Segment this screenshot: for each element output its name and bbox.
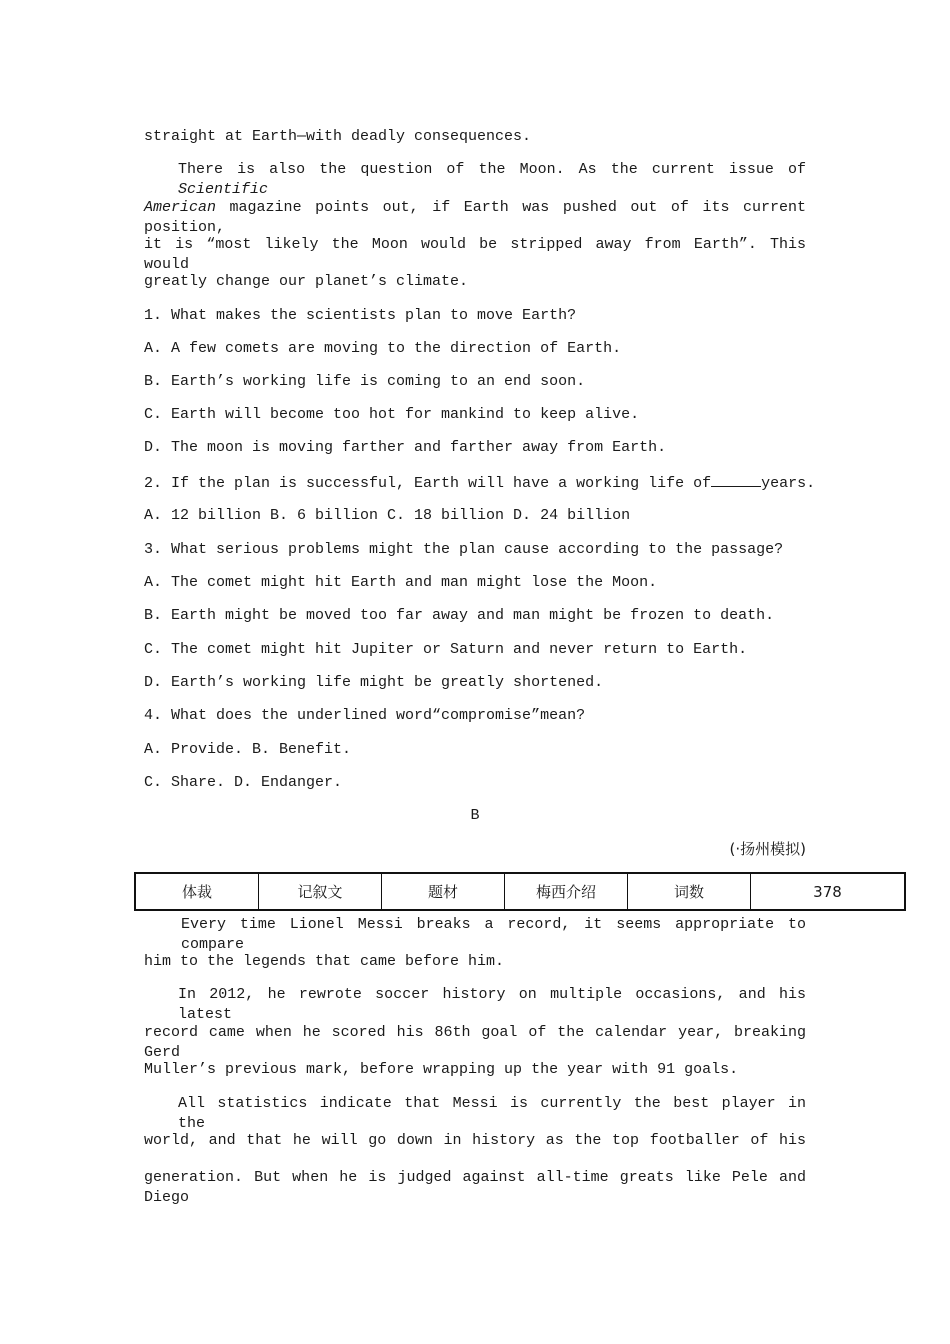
table-cell: 体裁 (135, 873, 259, 910)
passage-line: it is “most likely the Moon would be stripped away from Earth”. This would (144, 236, 806, 273)
question-3: 3. What serious problems might the plan cause according to the passage? (144, 541, 784, 558)
section-label: B (470, 807, 480, 824)
options-4cd: C. Share. D. Endanger. (144, 774, 343, 791)
question-2: 2. If the plan is successful, Earth will have a working life of years. (144, 472, 806, 494)
table-cell: 记叙文 (259, 873, 382, 910)
option-3b: B. Earth might be moved too far away and man might be frozen to death. (144, 607, 775, 624)
option-1c: C. Earth will become too hot for mankind to keep alive. (144, 406, 640, 423)
table-cell: 378 (751, 873, 906, 910)
passage-line: Every time Lionel Messi breaks a record, it seems appropriate to compare (181, 916, 806, 953)
passage-line: generation. But when he is judged against all-time greats like Pele and Diego (144, 1169, 806, 1206)
table-cell: 词数 (628, 873, 751, 910)
magazine-title: American (144, 199, 217, 216)
option-3a: A. The comet might hit Earth and man might lose the Moon. (144, 574, 658, 591)
option-1b: B. Earth’s working life is coming to an end soon. (144, 373, 586, 390)
passage-line: All statistics indicate that Messi is currently the best player in the (178, 1095, 806, 1132)
options-4ab: A. Provide. B. Benefit. (144, 741, 352, 758)
passage-line: There is also the question of the Moon. As the current issue of Scientific (178, 161, 806, 198)
passage-line: world, and that he will go down in history as the top footballer of his (144, 1132, 806, 1149)
magazine-title: Scientific (178, 181, 269, 198)
question-1: 1. What makes the scientists plan to move Earth? (144, 307, 577, 324)
option-3d: D. Earth’s working life might be greatly shortened. (144, 674, 604, 691)
passage-line: In 2012, he rewrote soccer history on multiple occasions, and his latest (178, 986, 806, 1023)
source-note: (·扬州模拟) (729, 840, 806, 858)
option-3c: C. The comet might hit Jupiter or Saturn and never return to Earth. (144, 641, 748, 658)
table-cell: 梅西介绍 (505, 873, 628, 910)
table-cell: 题材 (382, 873, 505, 910)
passage-line: American magazine points out, if Earth was pushed out of its current position, (144, 199, 806, 236)
passage-info-table (134, 872, 906, 911)
passage-line: straight at Earth—with deadly consequences. (144, 128, 532, 145)
options-2: A. 12 billion B. 6 billion C. 18 billion D. 24 billion (144, 507, 631, 524)
passage-line: him to the legends that came before him. (144, 953, 505, 970)
passage-line: greatly change our planet’s climate. (144, 273, 469, 290)
passage-line: Muller’s previous mark, before wrapping up the year with 91 goals. (144, 1061, 739, 1078)
answer-blank (711, 472, 761, 487)
passage-line: record came when he scored his 86th goal of the calendar year, breaking Gerd (144, 1024, 806, 1061)
question-4: 4. What does the underlined word“compromise”mean? (144, 707, 586, 724)
option-1a: A. A few comets are moving to the direction of Earth. (144, 340, 622, 357)
option-1d: D. The moon is moving farther and farther away from Earth. (144, 439, 667, 456)
